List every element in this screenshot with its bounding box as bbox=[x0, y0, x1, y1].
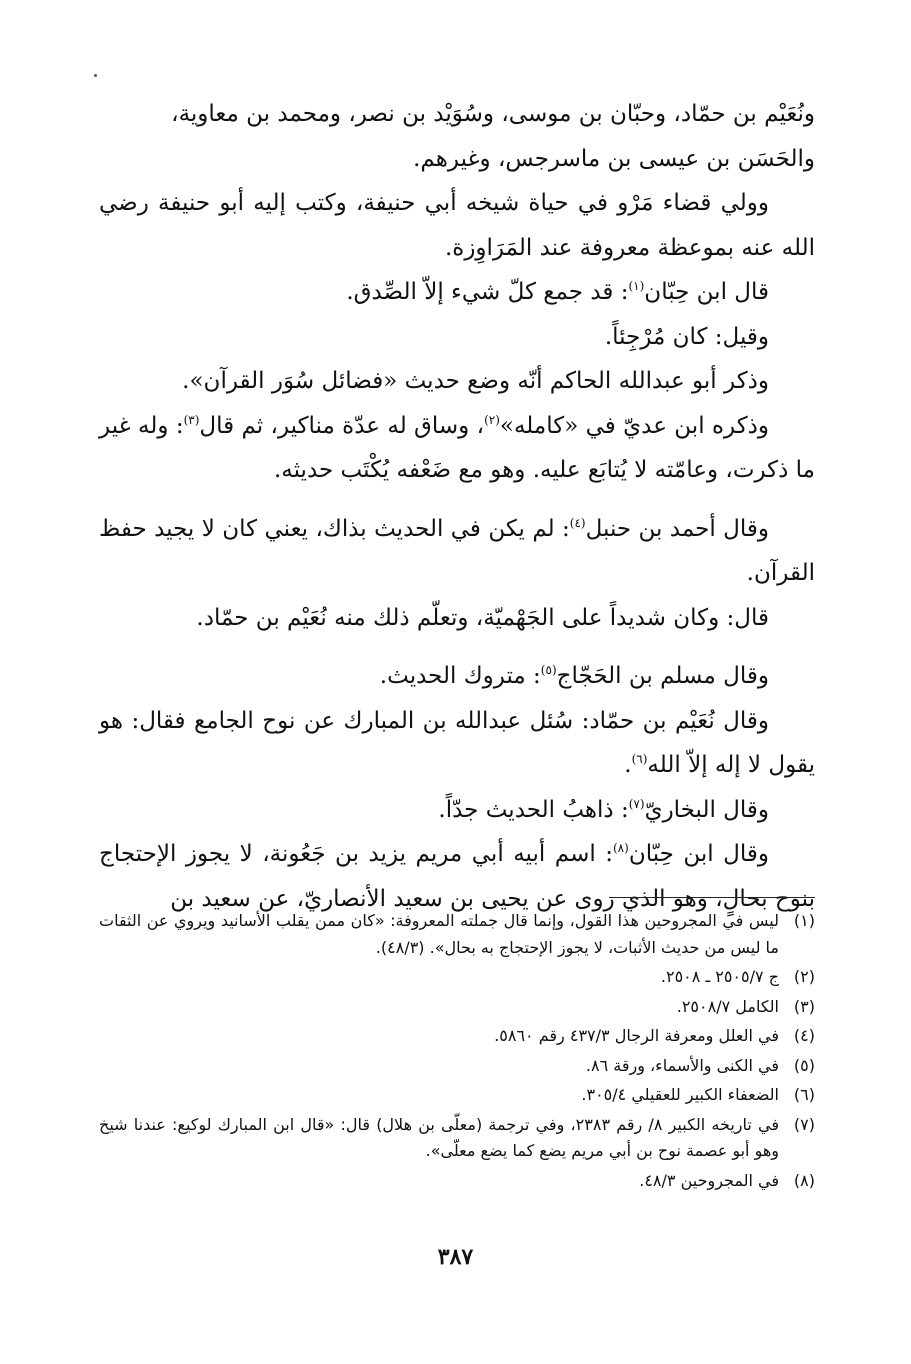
paragraph-7-text-b: : لم يكن في الحديث بذاك، يعني كان لا يجيد حفظ القرآن. bbox=[99, 515, 815, 586]
footnote-3 bbox=[99, 994, 815, 1021]
footnote-ref-5[interactable]: (٥) bbox=[540, 663, 557, 677]
footnote-number: (٨) bbox=[793, 1170, 815, 1190]
footnote-ref-1[interactable]: (١) bbox=[628, 279, 645, 293]
paragraph-7-text-a: وقال أحمد بن حنبل bbox=[585, 515, 769, 542]
page-number: ٣٨٧ bbox=[437, 1244, 474, 1270]
paragraph-3-text-a: قال ابن حِبّان bbox=[644, 279, 769, 305]
footnote-number: (٥) bbox=[793, 1055, 815, 1075]
paragraph-6 bbox=[99, 404, 815, 493]
main-text bbox=[99, 92, 815, 921]
paragraph-1 bbox=[99, 92, 815, 181]
footnote-ref-7[interactable]: (٧) bbox=[628, 796, 645, 811]
paragraph-6-text-a: وذكره ابن عديّ في «كامله» bbox=[499, 412, 769, 439]
paragraph-10 bbox=[99, 699, 815, 788]
footnote-6 bbox=[99, 1082, 815, 1109]
paragraph-7 bbox=[99, 507, 815, 596]
footnote-4 bbox=[99, 1023, 815, 1050]
footnote-ref-2[interactable]: (٢) bbox=[484, 412, 500, 427]
paragraph-6-text-c: : وله غير ما ذكرت، وعامّته لا يُتابَع عليه. وهو مع ضَعْفه يُكْتَب حديثه. bbox=[99, 412, 815, 483]
footnote-number: (١) bbox=[793, 911, 815, 930]
paragraph-6-text-b: ، وساق له عدّة مناكير، ثم قال bbox=[199, 412, 485, 439]
footnote-number: (٦) bbox=[793, 1085, 815, 1104]
footnote-number: (٧) bbox=[793, 1114, 815, 1134]
paragraph-10-text-b: . bbox=[624, 752, 632, 778]
paragraph-2: وولي قضاء مَرْو في حياة شيخه أبي حنيفة، وكتب إليه أبو حنيفة رضي الله عنه بموعظة معروفة عند المَرَاوِزة. bbox=[99, 190, 815, 261]
paragraph-4: وقيل: كان مُرْجِئاً. bbox=[604, 323, 769, 350]
footnote-1 bbox=[99, 908, 815, 961]
footnote-8 bbox=[99, 1168, 815, 1195]
footnote-number: (٢) bbox=[793, 967, 815, 986]
footnote-text: في العلل ومعرفة الرجال ٤٣٧/٣ رقم ٥٨٦٠. bbox=[494, 1026, 779, 1045]
paragraph-1-line-1: ونُعَيْم بن حمّاد، وحبّان بن موسى، وسُوَيْد بن نصر، ومحمد بن معاوية، bbox=[171, 101, 815, 127]
footnote-7 bbox=[99, 1112, 815, 1165]
paragraph-9 bbox=[99, 654, 815, 699]
footnote-ref-3[interactable]: (٣) bbox=[183, 412, 200, 427]
paragraph-10-text-a: وقال نُعَيْم بن حمّاد: سُئل عبدالله بن المبارك عن نوح الجامع فقال: هو يقول لا إله إلاّ الله bbox=[99, 707, 815, 778]
footnote-text: في الكنى والأسماء، ورقة ٨٦. bbox=[585, 1055, 779, 1075]
paragraph-11 bbox=[99, 788, 815, 833]
footnote-ref-4[interactable]: (٤) bbox=[569, 515, 586, 530]
paragraph-9-text-a: وقال مسلم بن الحَجّاج bbox=[556, 663, 769, 689]
footnote-text: ليس في المجروحين هذا القول، وإنما قال جملته المعروفة: «كان ممن يقلب الأسانيد ويروي عن الثقات ما ليس من حديث الأثبات، لا يجوز الإحتجاج به بحال». (٤٨/٣). bbox=[99, 911, 779, 957]
footnote-number: (٤) bbox=[793, 1026, 815, 1045]
footnote-ref-6[interactable]: (٦) bbox=[631, 752, 648, 766]
footnote-text: الضعفاء الكبير للعقيلي ٣٠٥/٤. bbox=[581, 1085, 779, 1104]
footnote-text: ج ٢٥٠٥/٧ ـ ٢٥٠٨. bbox=[660, 967, 779, 986]
footnote-5 bbox=[99, 1053, 815, 1080]
paragraph-11-text-b: : ذاهبُ الحديث جدّاً. bbox=[438, 796, 629, 823]
footnote-text: في المجروحين ٤٨/٣. bbox=[639, 1170, 779, 1190]
scan-speck bbox=[94, 74, 97, 77]
paragraph-3 bbox=[99, 270, 815, 315]
paragraph-11-text-a: وقال البخاريّ bbox=[644, 796, 769, 823]
paragraph-9-text-b: : متروك الحديث. bbox=[379, 663, 541, 689]
footnotes bbox=[99, 908, 815, 1197]
footnote-number: (٣) bbox=[793, 996, 815, 1016]
footnote-separator bbox=[609, 897, 815, 898]
paragraph-3-text-b: : قد جمع كلّ شيء إلاّ الصِّدق. bbox=[346, 279, 629, 305]
footnote-2 bbox=[99, 964, 815, 991]
paragraph-12-text-a: وقال ابن حِبّان bbox=[628, 841, 769, 867]
footnote-text: الكامل ٢٥٠٨/٧. bbox=[676, 996, 779, 1016]
paragraph-8: قال: وكان شديداً على الجَهْميّة، وتعلّم ذلك منه نُعَيْم بن حمّاد. bbox=[196, 604, 769, 631]
footnote-ref-8[interactable]: (٨) bbox=[612, 841, 629, 855]
paragraph-1-line-2: والحَسَن بن عيسى بن ماسرجس، وغيرهم. bbox=[413, 145, 815, 172]
footnote-text: في تاريخه الكبير ٨/ رقم ٢٣٨٣، وفي ترجمة (معلّى بن هلال) قال: «قال ابن المبارك لوكيع: عندنا شيخ وهو أبو عصمة نوح بن أبي مريم يضع كما يضع معلّى». bbox=[99, 1114, 780, 1160]
paragraph-5: وذكر أبو عبدالله الحاكم أنّه وضع حديث «فضائل سُوَر القرآن». bbox=[182, 368, 769, 394]
paragraph-12-text-b: : اسم أبيه أبي مريم يزيد بن جَعُونة، لا يجوز الإحتجاج بنوح بحالٍ، وهو الذي روى عن يحيى بن سعيد الأنصاريّ، عن سعيد بن bbox=[99, 841, 815, 912]
